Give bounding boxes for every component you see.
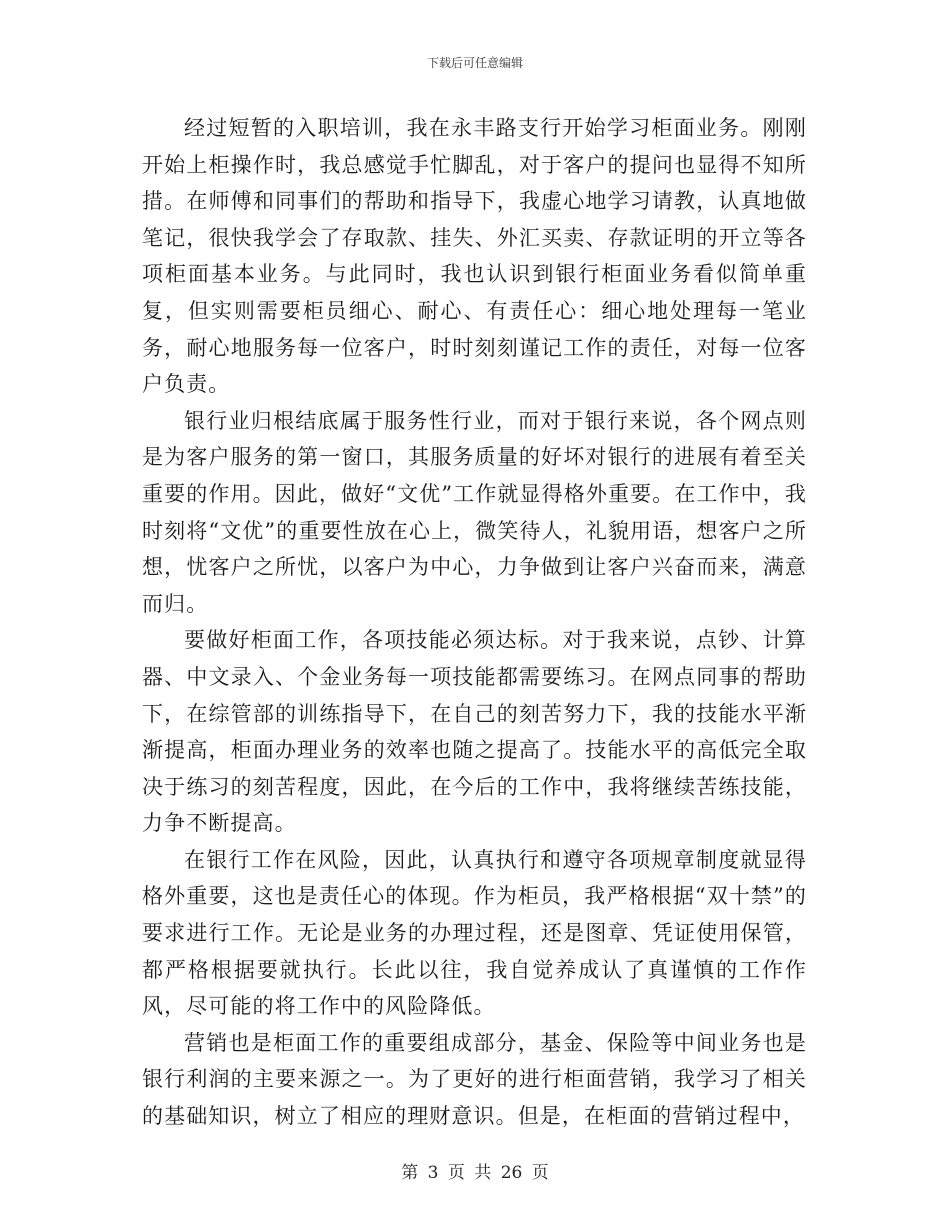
document-body (142, 110, 807, 1135)
paragraph-risk: 在银行工作在风险，因此，认真执行和遵守各项规章制度就显得格外重要，这也是责任心的体现。作为柜员，我严格根据“双十禁”的要求进行工作。无论是业务的办理过程，还是图章、凭证使用保管，都严格根据要就执行。长此以往，我自觉养成认了真谨慎的工作作风，尽可能的将工作中的风险降低。 (142, 847, 807, 1019)
page-number: 第 3 页 共 26 页 (401, 1163, 549, 1183)
paragraph-skills: 要做好柜面工作，各项技能必须达标。对于我来说，点钞、计算器、中文录入、个金业务每一项技能都需要练习。在网点同事的帮助下，在综管部的训练指导下，在自己的刻苦努力下，我的技能水平渐渐提高，柜面办理业务的效率也随之提高了。技能水平的高低完全取决于练习的刻苦程度，因此，在今后的工作中，我将继续苦练技能，力争不断提高。 (142, 628, 807, 836)
paragraph-training: 经过短暂的入职培训，我在永丰路支行开始学习柜面业务。刚刚开始上柜操作时，我总感觉手忙脚乱，对于客户的提问也显得不知所措。在师傅和同事们的帮助和指导下，我虚心地学习请教，认真地做笔记，很快我学会了存取款、挂失、外汇买卖、存款证明的开立等各项柜面基本业务。与此同时，我也认识到银行柜面业务看似简单重复，但实则需要柜员细心、耐心、有责任心：细心地处理每一笔业务，耐心地服务每一位客户，时时刻刻谨记工作的责任，对每一位客户负责。 (142, 116, 807, 397)
paragraph-service: 银行业归根结底属于服务性行业，而对于银行来说，各个网点则是为客户服务的第一窗口，其服务质量的好坏对银行的进展有着至关重要的作用。因此，做好“文优”工作就显得格外重要。在工作中，我时刻将“文优”的重要性放在心上，微笑待人，礼貌用语，想客户之所想，忧客户之所忧，以客户为中心，力争做到让客户兴奋而来，满意而归。 (142, 408, 807, 616)
paragraph-marketing: 营销也是柜面工作的重要组成部分，基金、保险等中间业务也是银行利润的主要来源之一。为了更好的进行柜面营销，我学习了相关的基础知识，树立了相应的理财意识。但是，在柜面的营销过程中， (142, 1030, 807, 1129)
page-header-note: 下载后可任意编辑 (426, 56, 523, 70)
